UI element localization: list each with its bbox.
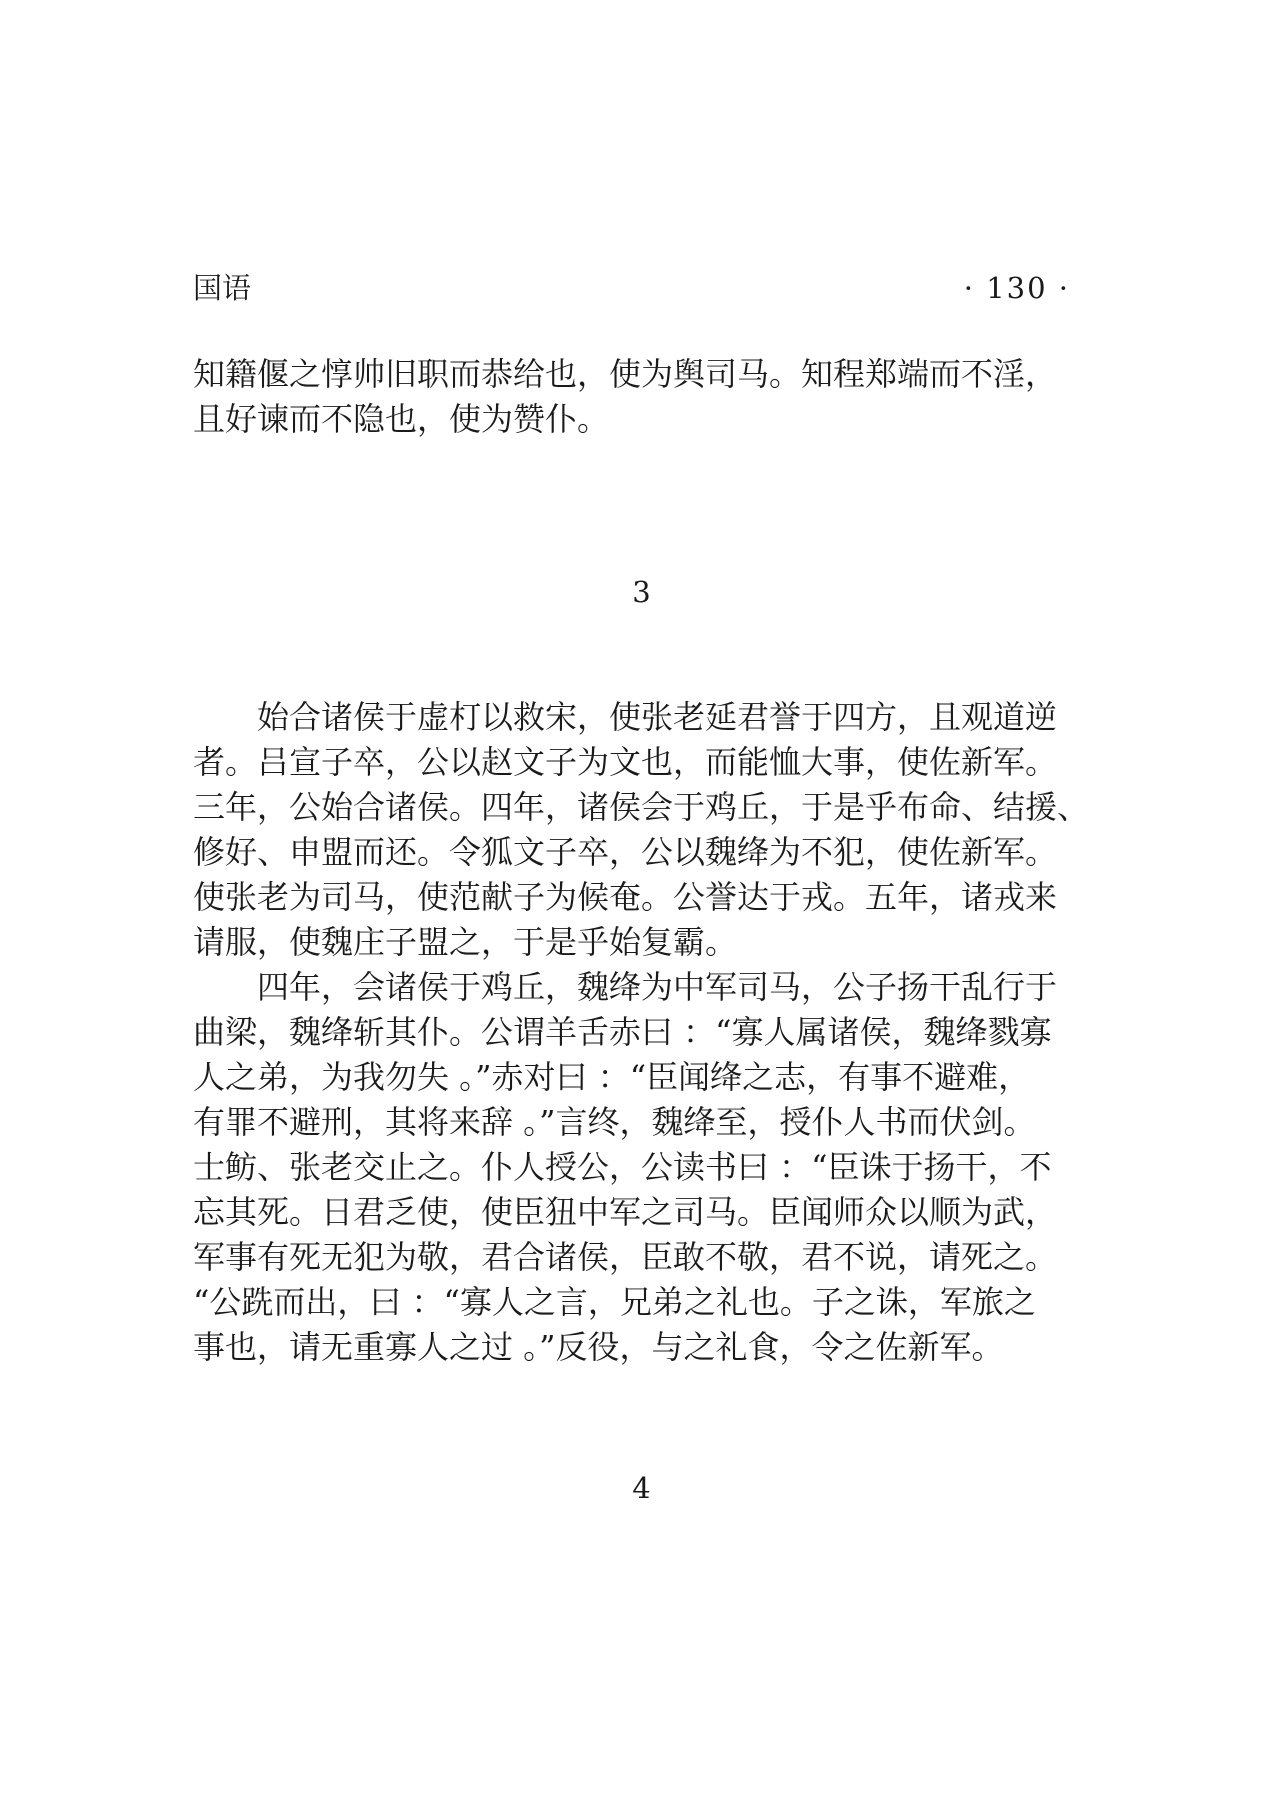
text-line: 四年，会诸侯于鸡丘，魏绛为中军司马，公子扬干乱行于 <box>257 968 1058 1006</box>
text-line: 请服，使魏庄子盟之，于是乎始复霸。 <box>193 923 738 961</box>
text-line: 三年，公始合诸侯。四年，诸侯会于鸡丘，于是乎布命、结援、 <box>193 788 1090 826</box>
continued-paragraph <box>193 352 1113 442</box>
text-line: 军事有死无犯为敬，君合诸侯，臣敢不敬，君不说，请死之。 <box>193 1238 1058 1276</box>
text-line: 事也，请无重寡人之过 。”反役，与之礼食，令之佐新军。 <box>193 1328 1004 1366</box>
text-line: 曲梁，魏绛斩其仆。公谓羊舌赤曰 ：“寡人属诸侯，魏绛戮寡 <box>193 1013 1052 1051</box>
text-line: 者。吕宣子卒，公以赵文子为文也，而能恤大事，使佐新军。 <box>193 743 1058 781</box>
text-line: 且好谏而不隐也，使为赞仆。 <box>193 400 610 438</box>
text-line: 知籍偃之惇帅旧职而恭给也，使为舆司马。知程郑端而不淫， <box>193 355 1058 393</box>
paragraph <box>193 965 1113 1370</box>
text-line: 修好、申盟而还。令狐文子卒，公以魏绛为不犯，使佐新军。 <box>193 833 1058 871</box>
text-line: 忘其死。日君乏使，使臣狃中军之司马。臣闻师众以顺为武， <box>193 1193 1058 1231</box>
section-body <box>193 695 1113 1370</box>
text-line: 使张老为司马，使范献子为候奄。公誉达于戎。五年，诸戎来 <box>193 878 1058 916</box>
book-title: 国语 <box>193 271 252 305</box>
paragraph <box>193 695 1113 965</box>
page-number: · 130 · <box>963 271 1070 305</box>
section-number: 3 <box>632 575 651 609</box>
section-number: 4 <box>632 1471 651 1505</box>
text-line: 始合诸侯于虚朾以救宋，使张老延君誉于四方，且观道逆 <box>257 698 1058 736</box>
text-line: 士鲂、张老交止之。仆人授公，公读书曰 ：“臣诛于扬干，不 <box>193 1148 1052 1186</box>
text-line: 有罪不避刑，其将来辞 。”言终，魏绛至，授仆人书而伏剑。 <box>193 1103 1036 1141</box>
text-line: 人之弟，为我勿失 。”赤对曰 ：“臣闻绛之志，有事不避难， <box>193 1058 1031 1096</box>
text-line: “公跣而出，曰 ：“寡人之言，兄弟之礼也。子之诛，军旅之 <box>193 1283 1036 1321</box>
